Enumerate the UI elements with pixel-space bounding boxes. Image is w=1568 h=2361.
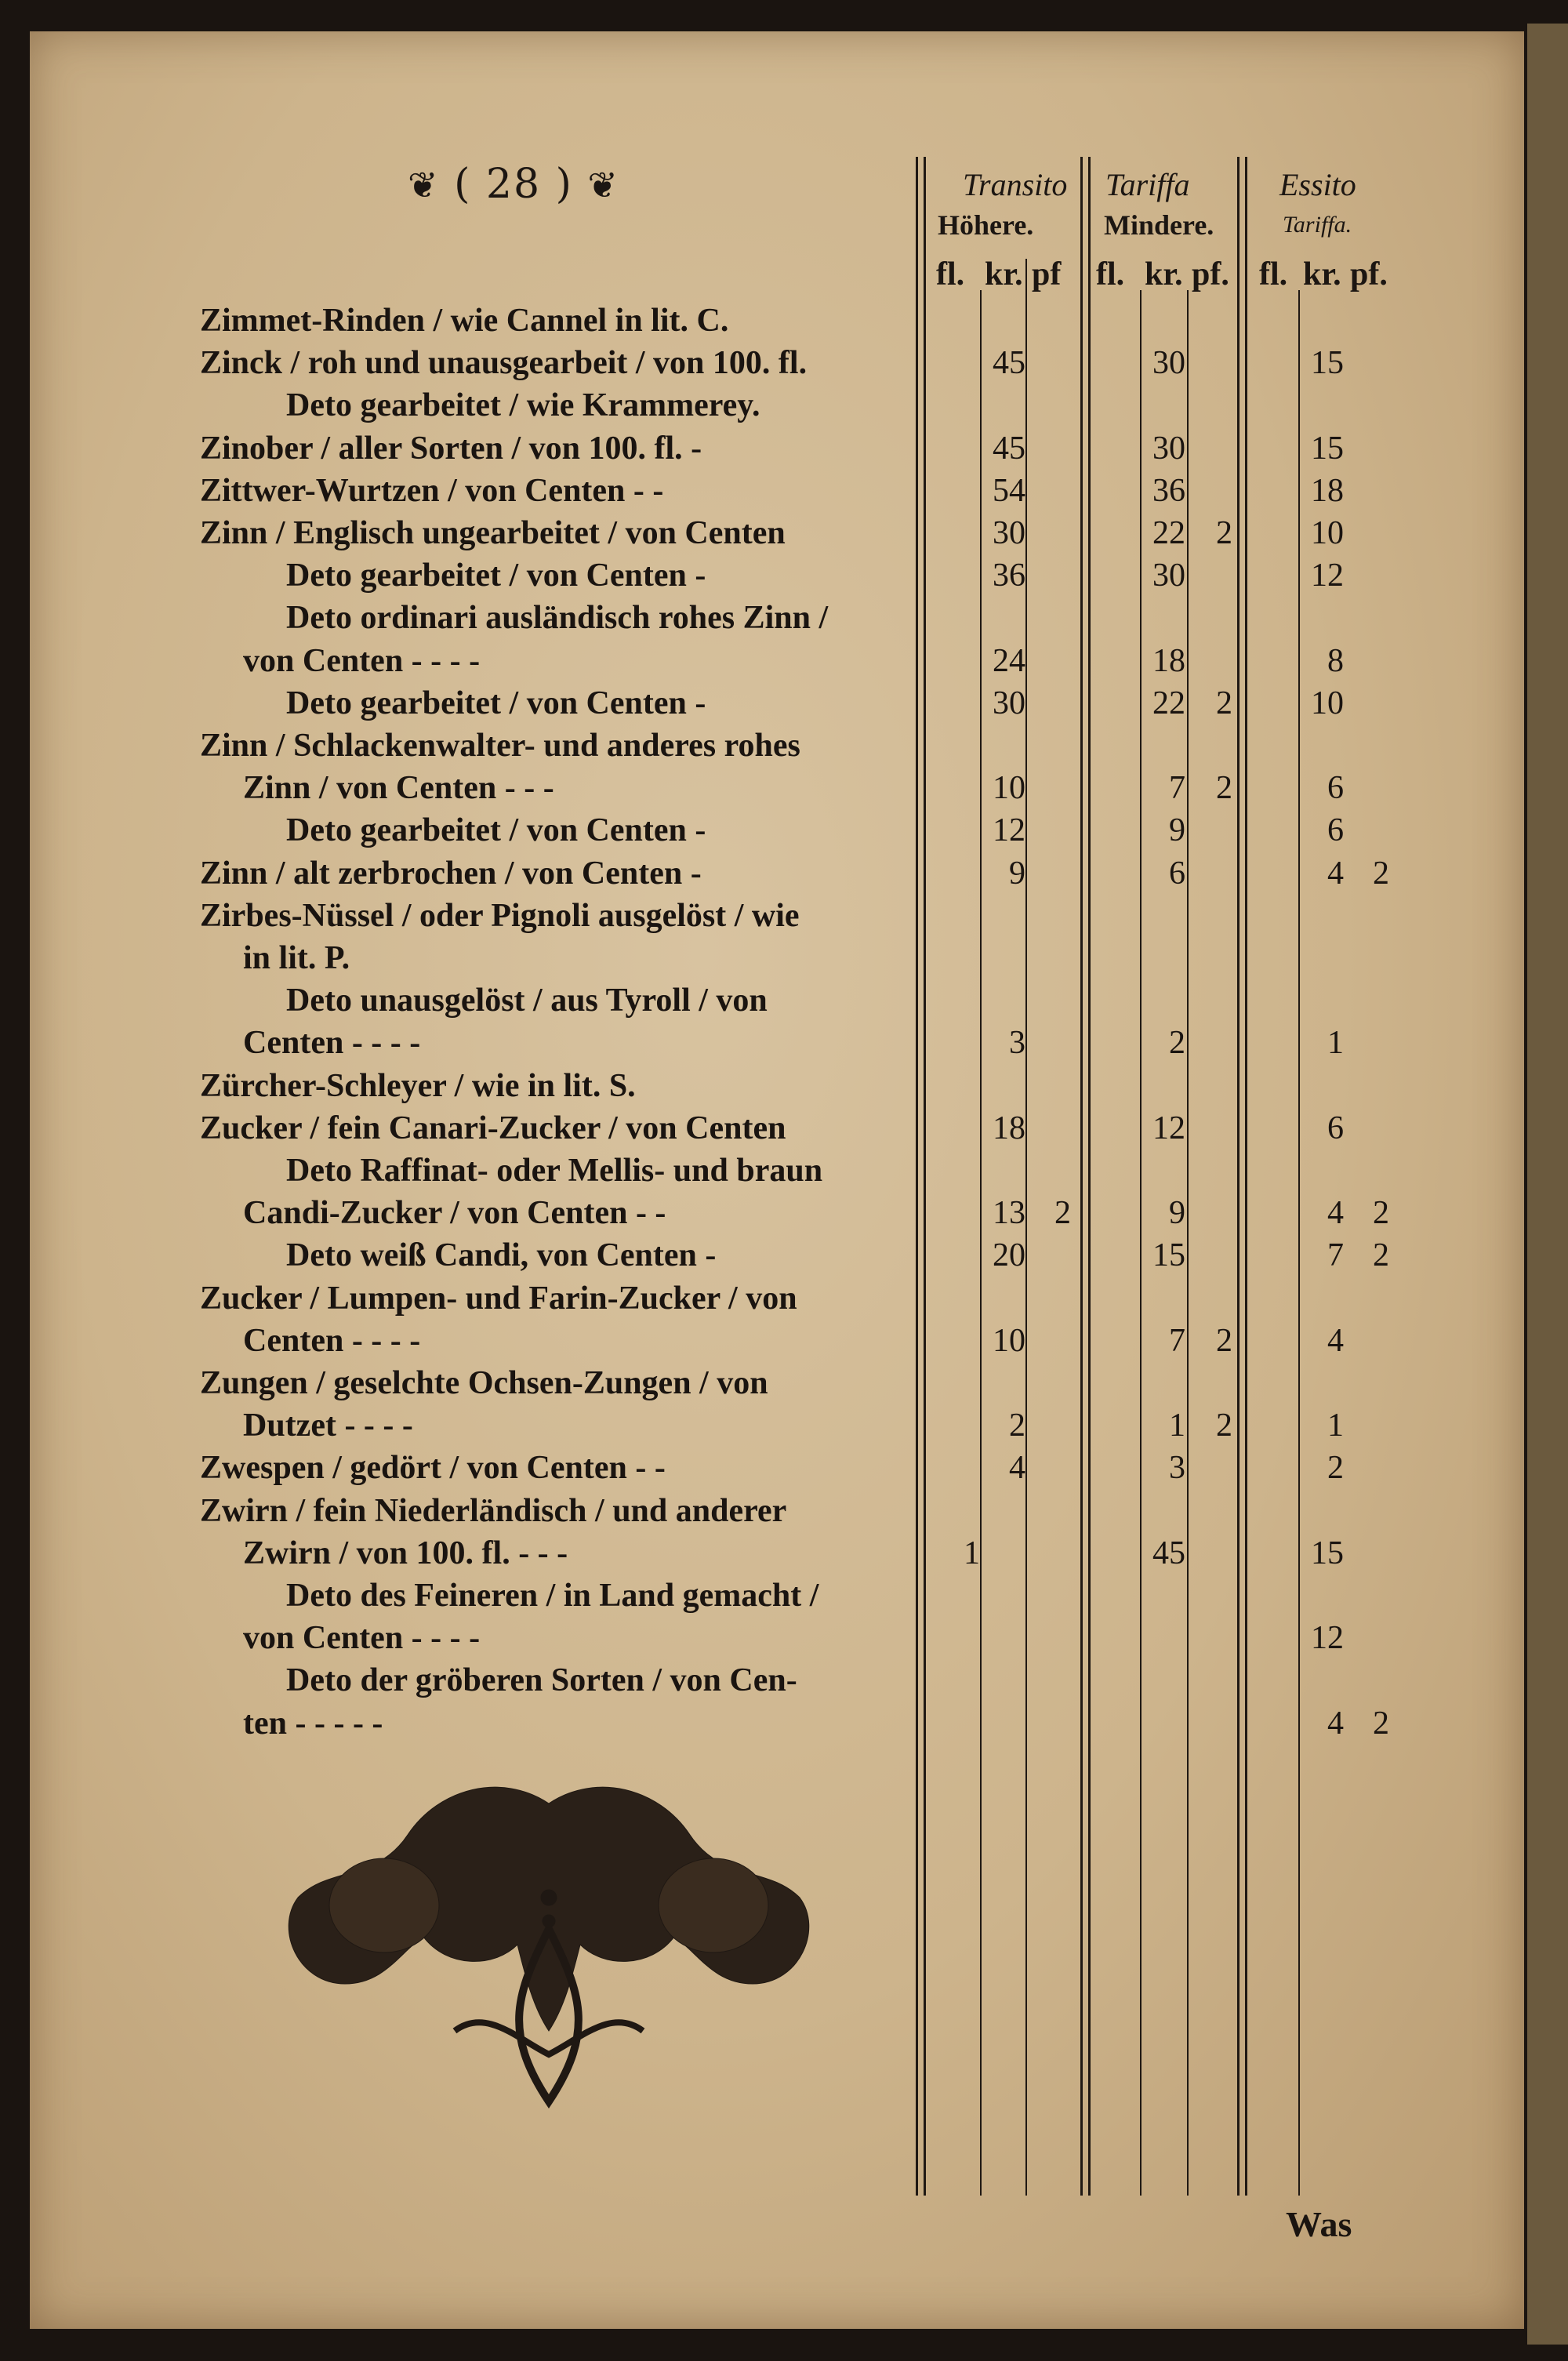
tariff-value-m-kr: 18 [1152,642,1185,679]
col-hoehere-pf: pf [1032,256,1062,292]
tariff-value-e-kr: 15 [1311,430,1344,467]
tariff-entry-text: Deto der gröberen Sorten / von Cen- [286,1662,797,1699]
col-mindere-fl: fl. [1096,256,1125,292]
tariff-entry-text: Dutzet - - - - [243,1408,413,1444]
header-mindere: Mindere. [1104,209,1214,241]
tariff-value-e-pf: 2 [1373,1237,1389,1274]
tariff-value-e-kr: 8 [1327,642,1344,679]
header-tariffa: Tariffa [1105,167,1190,202]
tariff-value-m-pf: 2 [1216,515,1232,551]
page-number: ( 28 ) [454,161,573,208]
tariff-value-h-kr: 54 [993,472,1025,509]
tariff-entry-text: Zürcher-Schleyer / wie in lit. S. [200,1067,636,1104]
tariff-value-h-fl: 1 [964,1535,980,1571]
tariff-value-e-kr: 2 [1327,1450,1344,1487]
tariff-value-m-kr: 30 [1152,345,1185,382]
tariff-entry-text: Deto gearbeitet / von Centen - [286,685,706,721]
page-edge [1527,24,1568,2345]
tariff-value-h-kr: 20 [993,1237,1025,1274]
page-header [408,161,619,208]
tariff-value-h-kr: 4 [1009,1450,1025,1487]
tariff-value-e-kr: 6 [1327,812,1344,849]
tariff-value-h-kr: 45 [993,345,1025,382]
left-ornament-icon: ❦ [408,164,440,206]
tariff-value-h-kr: 24 [993,642,1025,679]
tariff-entry-text: Candi-Zucker / von Centen - - [243,1195,666,1232]
tariff-value-m-kr: 9 [1169,812,1185,849]
tariff-value-m-kr: 1 [1169,1408,1185,1444]
tariff-value-e-kr: 4 [1327,1705,1344,1742]
header-essito-tariffa: Tariffa. [1283,212,1352,238]
col-hoehere-kr: kr. [985,256,1023,292]
tariff-value-m-kr: 30 [1152,430,1185,467]
tariff-value-h-kr: 18 [993,1110,1025,1146]
tariff-entry-text: Zungen / geselchte Ochsen-Zungen / von [200,1365,768,1401]
tariff-value-h-kr: 30 [993,685,1025,721]
tariff-value-e-kr: 4 [1327,1195,1344,1232]
column-rule [924,157,926,2196]
tariff-value-m-kr: 30 [1152,558,1185,594]
floral-ornament-icon [267,1772,831,2117]
header-essito: Essito [1279,167,1356,202]
tariff-value-m-pf: 2 [1216,1408,1232,1444]
tariff-entry-text: in lit. P. [243,940,350,976]
tariff-value-m-kr: 36 [1152,472,1185,509]
header-hoehere: Höhere. [938,209,1034,241]
tariff-value-m-kr: 45 [1152,1535,1185,1571]
tariff-value-e-kr: 10 [1311,515,1344,551]
tariff-value-m-kr: 7 [1169,1322,1185,1359]
tariff-entry-text: Zirbes-Nüssel / oder Pignoli ausgelöst / wie [200,897,800,934]
column-rule [1088,157,1091,2196]
tariff-entry-text: Zucker / Lumpen- und Farin-Zucker / von [200,1280,797,1317]
tariff-value-m-kr: 12 [1152,1110,1185,1146]
column-rule [1237,157,1240,2196]
tariff-entry-text: Zinober / aller Sorten / von 100. fl. - [200,430,702,467]
tariff-value-e-kr: 4 [1327,855,1344,892]
tariff-entry-text: Deto unausgelöst / aus Tyroll / von [286,983,768,1019]
tariff-value-e-kr: 12 [1311,1620,1344,1657]
tariff-value-e-kr: 12 [1311,558,1344,594]
tariff-value-m-pf: 2 [1216,685,1232,721]
tariff-value-e-kr: 15 [1311,1535,1344,1571]
tariff-entry-text: Deto weiß Candi, von Centen - [286,1237,717,1274]
tariff-value-h-pf: 2 [1054,1195,1071,1232]
column-rule [916,157,918,2196]
right-ornament-icon: ❦ [587,164,619,206]
tariff-value-h-kr: 45 [993,430,1025,467]
tariff-value-e-kr: 1 [1327,1408,1344,1444]
tariff-value-m-kr: 9 [1169,1195,1185,1232]
header-transito: Transito [963,167,1068,202]
tariff-value-e-kr: 1 [1327,1025,1344,1062]
col-essito-pf: pf. [1350,256,1388,292]
column-rule [1245,157,1247,2196]
tariff-value-e-pf: 2 [1373,1705,1389,1742]
tariff-entry-text: Zinn / Schlackenwalter- und anderes rohes [200,728,800,764]
column-rule [1080,157,1083,2196]
tariff-entry-text: Deto des Feineren / in Land gemacht / [286,1578,819,1614]
tariff-entry-text: Zinck / roh und unausgearbeit / von 100. fl. [200,345,808,382]
catchword: Was [1286,2204,1352,2244]
tariff-value-h-kr: 36 [993,558,1025,594]
col-mindere-pf: pf. [1192,256,1229,292]
tariff-value-h-kr: 12 [993,812,1025,849]
tariff-entry-text: von Centen - - - - [243,642,481,679]
tariff-entry-text: Deto ordinari ausländisch rohes Zinn / [286,600,829,637]
tariff-entry-text: Zinn / Englisch ungearbeitet / von Centen [200,515,786,551]
column-rule [1187,290,1189,2196]
tariff-value-h-kr: 13 [993,1195,1025,1232]
tariff-value-m-pf: 2 [1216,770,1232,807]
tariff-value-h-kr: 10 [993,770,1025,807]
tariff-value-m-kr: 2 [1169,1025,1185,1062]
tariff-entry-text: Zwirn / fein Niederländisch / und anderer [200,1492,787,1529]
tariff-value-e-kr: 10 [1311,685,1344,721]
tariff-value-h-kr: 3 [1009,1025,1025,1062]
tariff-value-h-kr: 10 [993,1322,1025,1359]
tariff-value-e-kr: 15 [1311,345,1344,382]
tariff-entry-text: Deto Raffinat- oder Mellis- und braun [286,1153,823,1189]
tariff-value-m-kr: 15 [1152,1237,1185,1274]
tariff-entry-text: Centen - - - - [243,1322,421,1359]
tariff-entry-text: Deto gearbeitet / wie Krammerey. [286,387,760,424]
tariff-entry-text: Zittwer-Wurtzen / von Centen - - [200,472,664,509]
col-essito-fl: fl. [1259,256,1288,292]
col-essito-kr: kr. [1303,256,1341,292]
tariff-value-e-kr: 18 [1311,472,1344,509]
tariff-entry-text: Zimmet-Rinden / wie Cannel in lit. C. [200,303,729,339]
tariff-entry-text: Deto gearbeitet / von Centen - [286,558,706,594]
tariff-entry-text: Zinn / alt zerbrochen / von Centen - [200,855,702,892]
tariff-value-h-kr: 9 [1009,855,1025,892]
tariff-value-e-kr: 4 [1327,1322,1344,1359]
tariff-value-h-kr: 2 [1009,1408,1025,1444]
tariff-value-e-pf: 2 [1373,1195,1389,1232]
tariff-entry-text: Zwirn / von 100. fl. - - - [243,1535,568,1571]
tariff-entry-text: Zucker / fein Canari-Zucker / von Centen [200,1110,786,1146]
tariff-entry-text: Deto gearbeitet / von Centen - [286,812,706,849]
tariff-value-m-pf: 2 [1216,1322,1232,1359]
tariff-value-m-kr: 3 [1169,1450,1185,1487]
tariff-value-e-kr: 6 [1327,1110,1344,1146]
tariff-entry-text: ten - - - - - [243,1705,383,1742]
tariff-value-m-kr: 22 [1152,515,1185,551]
tariff-value-m-kr: 22 [1152,685,1185,721]
tariff-value-h-kr: 30 [993,515,1025,551]
tariff-entry-text: Zwespen / gedört / von Centen - - [200,1450,666,1487]
col-mindere-kr: kr. [1145,256,1183,292]
tariff-entry-text: von Centen - - - - [243,1620,481,1657]
tariff-value-e-pf: 2 [1373,855,1389,892]
tariff-entry-text: Zinn / von Centen - - - [243,770,554,807]
tariff-value-e-kr: 6 [1327,770,1344,807]
col-hoehere-fl: fl. [936,256,965,292]
tariff-value-e-kr: 7 [1327,1237,1344,1274]
tariff-entry-text: Centen - - - - [243,1025,421,1062]
tariff-value-m-kr: 6 [1169,855,1185,892]
tariff-value-m-kr: 7 [1169,770,1185,807]
